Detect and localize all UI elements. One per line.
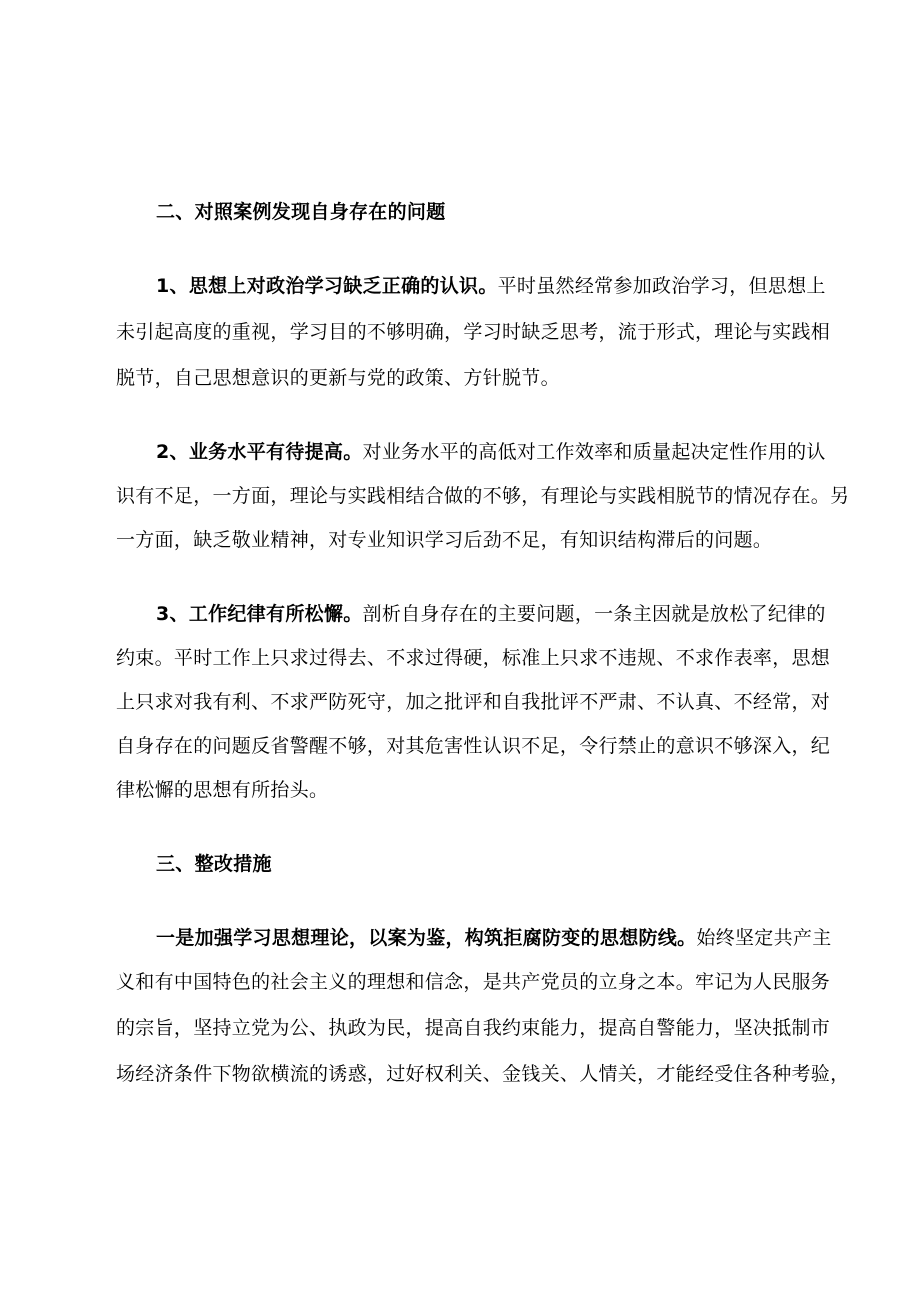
measure-1-lead: 一是加强学习思想理论，以案为鉴，构筑拒腐防变的思想防线。	[156, 927, 697, 949]
item-3-line-3: 上只求对我有利、不求严防死守，加之批评和自我批评不严肃、不认真、不经常，对	[116, 691, 831, 713]
item-2-line-1	[156, 440, 826, 464]
item-3-line-2: 约束。平时工作上只求过得去、不求过得硬，标准上只求不违规、不求作表率，思想	[116, 647, 831, 669]
measure-1-line-4: 场经济条件下物欲横流的诱惑，过好权利关、金钱关、人情关，才能经受住各种考验，	[116, 1063, 850, 1085]
item-2-line-3: 一方面，缺乏敬业精神，对专业知识学习后劲不足，有知识结构滞后的问题。	[116, 529, 773, 551]
item-3-line-1	[156, 602, 826, 626]
item-3-lead: 3、工作纪律有所松懈。	[156, 603, 363, 625]
measure-1-line-1	[156, 926, 832, 950]
measure-1-text: 始终坚定共产主	[696, 927, 832, 949]
section-2-heading: 二、对照案例发现自身存在的问题	[156, 201, 446, 223]
item-1-lead: 1、思想上对政治学习缺乏正确的认识。	[156, 275, 498, 297]
item-1-text: 平时虽然经常参加政治学习，但思想上	[497, 275, 826, 297]
item-1-line-2: 未引起高度的重视，学习目的不够明确，学习时缺乏思考，流于形式，理论与实践相	[116, 321, 831, 343]
item-3-line-5: 律松懈的思想有所抬头。	[116, 779, 329, 801]
section-3-heading: 三、整改措施	[156, 853, 272, 875]
item-2-text: 对业务水平的高低对工作效率和质量起决定性作用的认	[362, 441, 826, 463]
item-1-line-3: 脱节，自己思想意识的更新与党的政策、方针脱节。	[116, 367, 560, 389]
item-3-line-4: 自身存在的问题反省警醒不够，对其危害性认识不足，令行禁止的意识不够深入，纪	[116, 735, 831, 757]
measure-1-line-2: 义和有中国特色的社会主义的理想和信念，是共产党员的立身之本。牢记为人民服务	[116, 971, 831, 993]
item-1-line-1	[156, 274, 826, 298]
item-2-lead: 2、业务水平有待提高。	[156, 441, 363, 463]
item-2-line-2: 识有不足，一方面，理论与实践相结合做的不够，有理论与实践相脱节的情况存在。另	[116, 485, 850, 507]
item-3-text: 剖析自身存在的主要问题，一条主因就是放松了纪律的	[362, 603, 826, 625]
measure-1-line-3: 的宗旨，坚持立党为公、执政为民，提高自我约束能力，提高自警能力，坚决抵制市	[116, 1017, 831, 1039]
